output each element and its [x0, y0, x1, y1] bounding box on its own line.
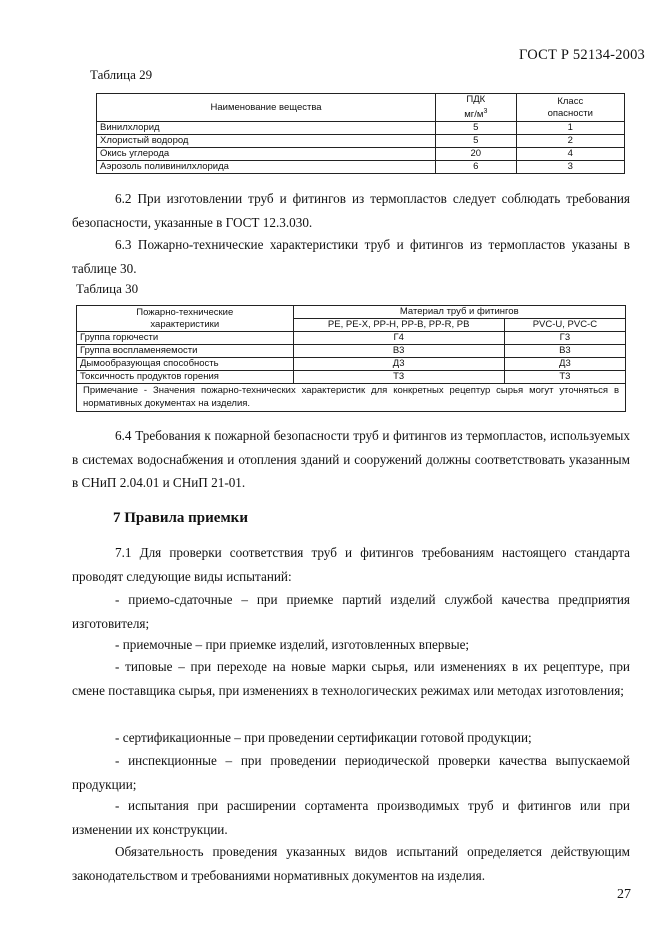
header-pdk-unit: $мг/м^3$ — [464, 108, 488, 121]
table-row — [97, 135, 625, 148]
value-group-2: Г3 — [504, 332, 625, 345]
table-30 — [76, 305, 626, 412]
table-header-row — [77, 306, 626, 319]
list-item: - приемо-сдаточные – при приемке партий изделий службой качества предприятия изготовителя; — [72, 592, 630, 631]
value-group-2: Д3 — [504, 358, 625, 371]
value-group-1: Т3 — [293, 371, 504, 384]
value-group-1: Д3 — [293, 358, 504, 371]
list-item: - типовые – при переходе на новые марки сырья, или изменениях в их рецептуре, при смене поставщика сырья, при изменениях в технологических режимах или методах изготовления; — [72, 659, 630, 698]
value-group-2: В3 — [504, 345, 625, 358]
value-group-1: Г4 — [293, 332, 504, 345]
list-item: - испытания при расширении сортамента производимых труб и фитингов или при изменении их конструкции. — [72, 798, 630, 837]
table-row — [77, 371, 626, 384]
header-material-group-2: PVC-U, PVC-C — [504, 319, 625, 332]
table-29-caption: Таблица 29 — [90, 67, 153, 82]
characteristic-name: Группа горючести — [77, 332, 294, 345]
hazard-class: 2 — [516, 135, 624, 148]
substance-name: Аэрозоль поливинилхлорида — [97, 161, 436, 174]
table-note-row — [77, 384, 626, 412]
header-pdk — [436, 94, 516, 122]
table-row — [77, 345, 626, 358]
table-row — [97, 148, 625, 161]
table-29 — [96, 93, 625, 174]
table-row — [77, 332, 626, 345]
pdk-value: 6 — [436, 161, 516, 174]
pdk-value: 5 — [436, 135, 516, 148]
table-row — [97, 122, 625, 135]
characteristic-name: Дымообразующая способность — [77, 358, 294, 371]
pdk-value: 5 — [436, 122, 516, 135]
paragraph-7-1: 7.1 Для проверки соответствия труб и фитингов требованиям настоящего стандарта проводят следующие виды испытаний: — [72, 545, 630, 584]
list-item: - приемочные – при приемке изделий, изготовленных впервые; — [115, 637, 470, 652]
header-material: Материал труб и фитингов — [293, 306, 625, 319]
page-number: 27 — [617, 887, 631, 902]
hazard-class: 3 — [516, 161, 624, 174]
closing-paragraph: Обязательность проведения указанных видов испытаний определяется действующим законодательством и требованиями нормативных документов на изделия. — [72, 844, 630, 883]
table-row — [77, 358, 626, 371]
hazard-class: 1 — [516, 122, 624, 135]
characteristic-name: Токсичность продуктов горения — [77, 371, 294, 384]
header-characteristic: Пожарно-технические характеристики — [77, 306, 294, 332]
substance-name: Окись углерода — [97, 148, 436, 161]
table-30-caption: Таблица 30 — [76, 281, 139, 296]
value-group-1: В3 — [293, 345, 504, 358]
paragraph-6-2: 6.2 При изготовлении труб и фитингов из термопластов следует соблюдать требования безопасности, указанные в ГОСТ 12.3.030. — [72, 191, 630, 230]
header-substance: Наименование вещества — [97, 94, 436, 122]
substance-name: Винилхлорид — [97, 122, 436, 135]
list-item: - инспекционные – при проведении периодической проверки качества выпускаемой продукции; — [72, 753, 630, 792]
paragraph-6-4: 6.4 Требования к пожарной безопасности труб и фитингов из термопластов, используемых в системах водоснабжения и отопления зданий и сооружений должны соответствовать указанным в СНиП 2.04.01 и СНиП 21-01. — [72, 428, 630, 490]
paragraph-6-3: 6.3 Пожарно-технические характеристики труб и фитингов из термопластов указаны в таблице 30. — [72, 237, 630, 276]
hazard-class: 4 — [516, 148, 624, 161]
standard-header: ГОСТ Р 52134-2003 — [519, 47, 645, 63]
table-header-row — [97, 94, 625, 122]
value-group-2: Т3 — [504, 371, 625, 384]
list-item: - сертификационные – при проведении сертификации готовой продукции; — [115, 730, 532, 745]
pdk-value: 20 — [436, 148, 516, 161]
header-material-group-1: PE, PE-X, PP-H, PP-B, PP-R, PB — [293, 319, 504, 332]
header-hazard-class: Класс опасности — [516, 94, 624, 122]
substance-name: Хлористый водород — [97, 135, 436, 148]
section-7-heading: 7 Правила приемки — [113, 510, 248, 526]
characteristic-name: Группа воспламеняемости — [77, 345, 294, 358]
header-pdk-label: ПДК — [466, 94, 486, 105]
table-row — [97, 161, 625, 174]
table-note: Примечание - Значения пожарно-технических характеристик для конкретных рецептур сырья могут уточняться в нормативных документах на изделия. — [77, 384, 626, 412]
